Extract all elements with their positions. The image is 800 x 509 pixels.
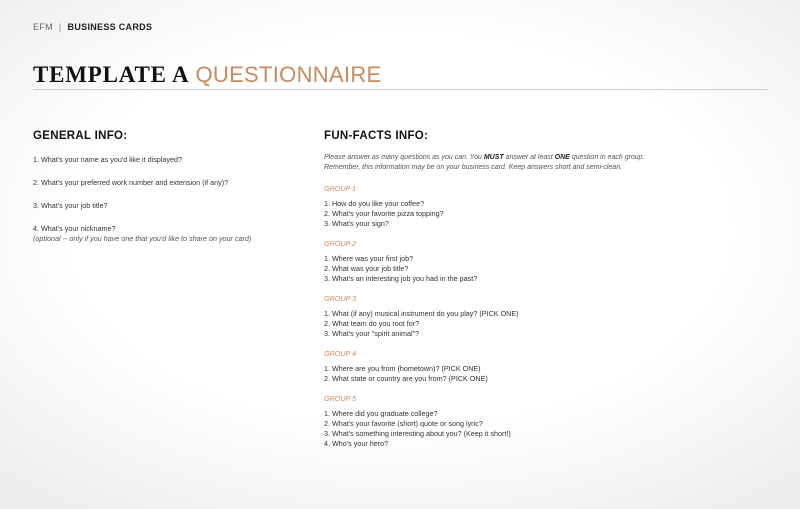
group-question: 1. How do you like your coffee? [324,199,425,208]
brand-label: EFM [33,22,53,32]
fun-facts-heading: FUN-FACTS INFO: [324,130,429,142]
page-title [33,62,382,88]
general-question: 2. What's your preferred work number and extension (if any)? [33,178,229,187]
fun-facts-intro: Please answer as many questions as you can. You MUST answer at least ONE question in each group. Remember, this information may be on your business card. Keep answers short and semi-clean. [324,154,645,171]
general-question: 4. What's your nickname? (optional -- only if you have one that you'd like to share on your card) [33,224,303,244]
group-label: GROUP 2 [324,239,357,248]
question-group [324,184,744,229]
group-question: 2. What state or country are you from? (PICK ONE) [324,374,488,383]
one-emphasis: ONE [554,154,570,161]
group-question: 4. Who's your hero? [324,439,389,448]
group-question: 3. What's your "spirit animal"? [324,329,420,338]
group-question: 2. What's your favorite pizza topping? [324,209,444,218]
group-label: GROUP 1 [324,184,357,193]
general-info-heading: GENERAL INFO: [33,130,128,142]
general-info-column [33,130,303,257]
group-question: 2. What team do you root for? [324,319,420,328]
group-question: 1. Where are you from (hometown)? (PICK ONE) [324,364,481,373]
group-question: 3. What's something interesting about you? (Keep it short!) [324,429,511,438]
group-question: 3. What's your sign? [324,219,389,228]
group-label: GROUP 4 [324,349,357,358]
header-bar [33,22,152,32]
question-group [324,349,744,384]
group-question: 2. What's your favorite (short) quote or song lyric? [324,419,483,428]
fun-facts-column [324,130,744,459]
group-question: 1. What (if any) musical instrument do you play? (PICK ONE) [324,309,519,318]
group-question: 2. What was your job title? [324,264,409,273]
group-question: 1. Where was your first job? [324,254,414,263]
group-label: GROUP 5 [324,394,357,403]
general-question: 3. What's your job title? [33,201,108,210]
question-group [324,294,744,339]
group-question: 3. What's an interesting job you had in the past? [324,274,478,283]
question-group [324,239,744,284]
group-question: 1. Where did you graduate college? [324,409,438,418]
title-main: TEMPLATE A [33,62,190,87]
title-accent: QUESTIONNAIRE [195,62,382,87]
section-label: BUSINESS CARDS [67,22,153,32]
question-group [324,394,744,449]
nickname-note: (optional -- only if you have one that you'd like to share on your card) [33,234,252,243]
general-question: 1. What's your name as you'd like it displayed? [33,155,182,164]
title-divider [33,89,768,90]
group-label: GROUP 3 [324,294,357,303]
must-emphasis: MUST [483,154,504,161]
header-separator: | [58,22,62,32]
